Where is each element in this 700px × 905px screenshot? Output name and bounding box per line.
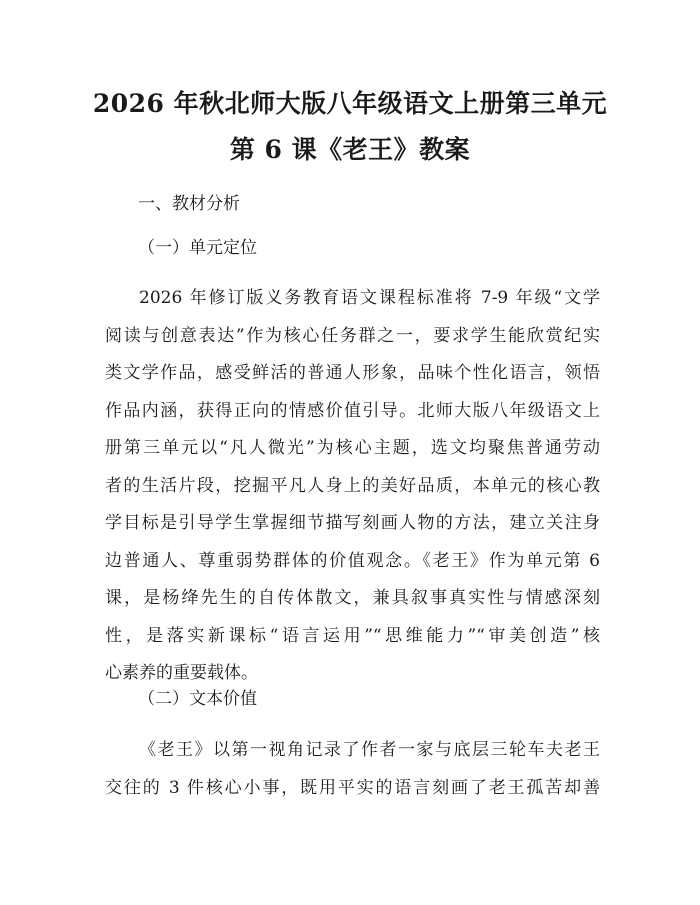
subsection-heading-text-value: （二）文本价值 — [138, 689, 257, 709]
paragraph-line: 2026 年修订版义务教育语文课程标准将 7-9 年级“文学 — [139, 288, 600, 308]
paragraph-line: 交往的 3 件核心小事，既用平实的语言刻画了老王孤苦却善 — [105, 777, 600, 798]
section-heading-teaching-material-analysis: 一、教材分析 — [138, 194, 240, 214]
paragraph-line: 《老王》以第一视角记录了作者一家与底层三轮车夫老王 — [139, 740, 600, 760]
paragraph-line: 者的生活片段，挖掘平凡人身上的美好品质，本单元的核心教 — [105, 475, 600, 496]
paragraph-line: 阅读与创意表达”作为核心任务群之一，要求学生能欣赏纪实 — [105, 325, 600, 346]
document-title-line-2: 第 6 课《老王》教案 — [229, 135, 471, 164]
subsection-heading-unit-positioning: （一）单元定位 — [138, 238, 257, 258]
paragraph-line: 学目标是引导学生掌握细节描写刻画人物的方法，建立关注身 — [105, 513, 600, 533]
document-title-line-1: 2026 年秋北师大版八年级语文上册第三单元 — [92, 89, 608, 118]
paragraph-line: 类文学作品，感受鲜活的普通人形象，品味个性化语言，领悟 — [105, 363, 600, 383]
paragraph-line: 心素养的重要载体。 — [105, 663, 258, 683]
paragraph-line: 作品内涵，获得正向的情感价值引导。北师大版八年级语文上 — [105, 400, 600, 421]
paragraph-line: 边普通人、尊重弱势群体的价值观念。《老王》作为单元第 6 — [105, 550, 600, 571]
paragraph-text-value — [105, 732, 600, 807]
paragraph-unit-positioning — [105, 280, 600, 693]
paragraph-line: 课，是杨绛先生的自传体散文，兼具叙事真实性与情感深刻 — [105, 588, 600, 608]
paragraph-line: 性，是落实新课标“语言运用”“思维能力”“审美创造”核 — [105, 625, 600, 646]
paragraph-line: 册第三单元以“凡人微光”为核心主题，选文均聚焦普通劳动 — [105, 438, 600, 458]
